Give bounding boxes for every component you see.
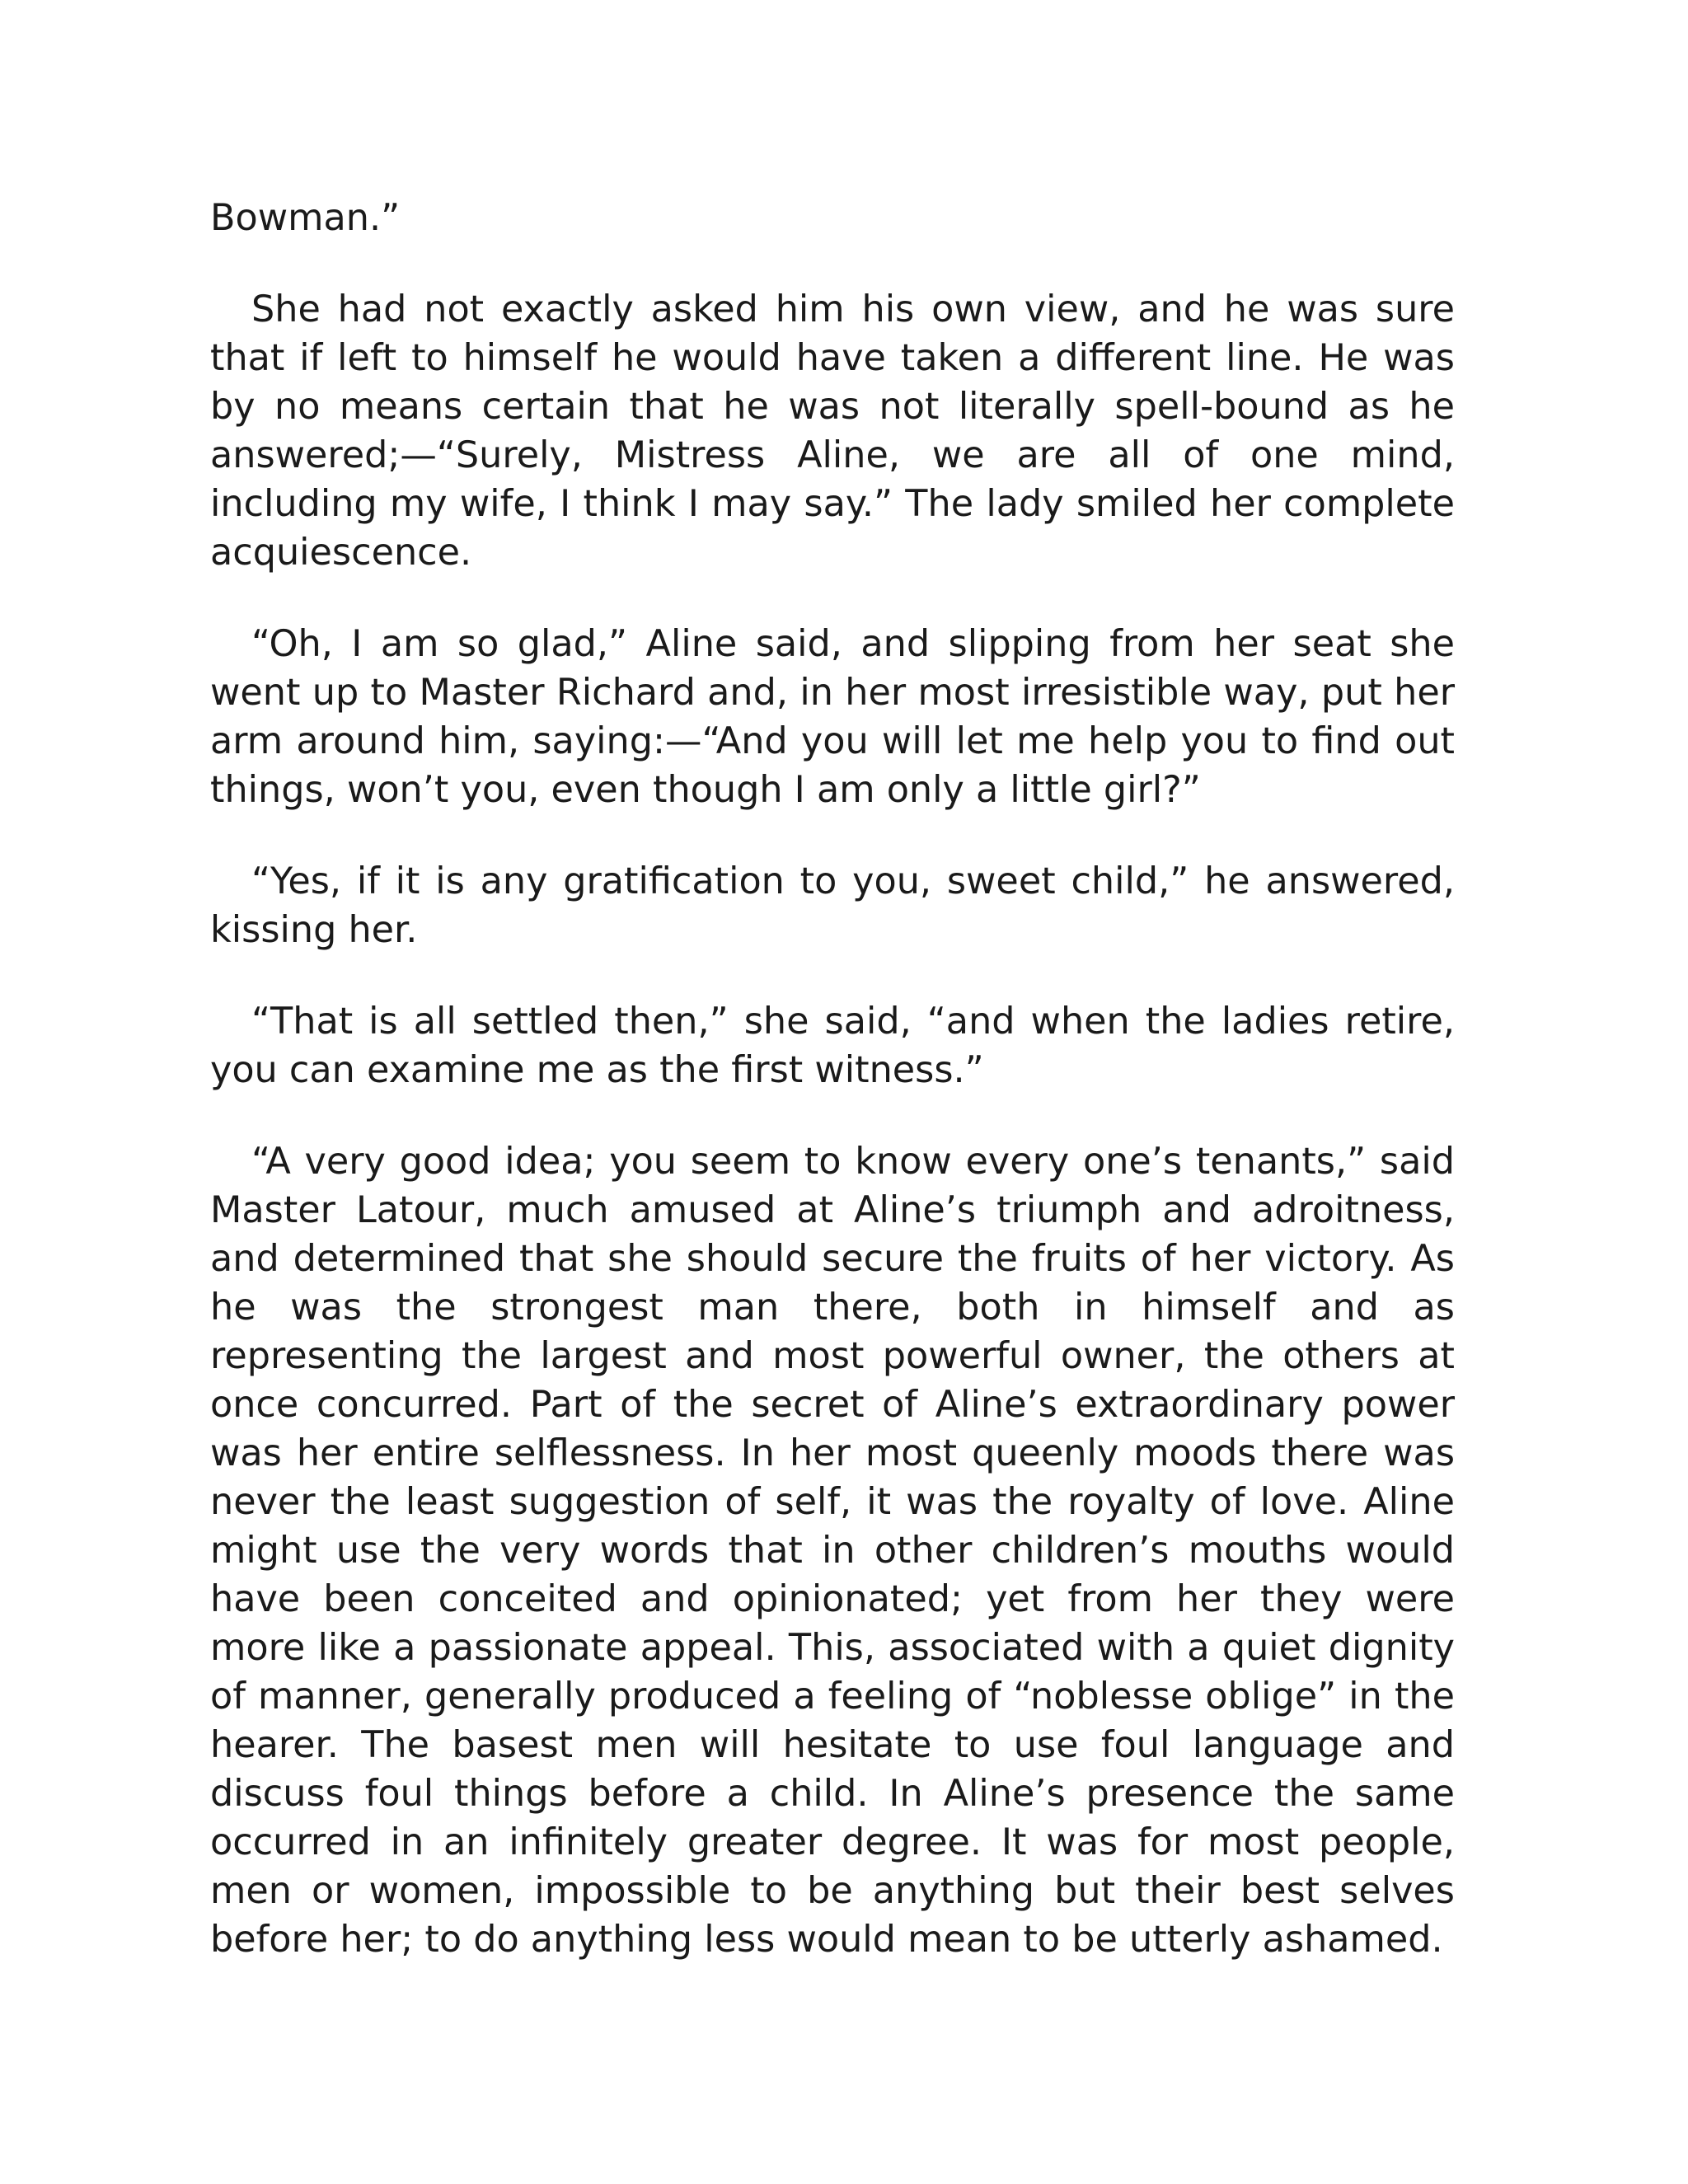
paragraph: “A very good idea; you seem to know every one’s tenants,” said Master Latour, much amused at Aline’s triumph and adroitness, and determined that she should secure the fruits of her victory. As he was the strongest man there, both in himself and as representing the largest and most powerful owner, the others at once concurred. Part of the secret of Aline’s extraordinary power was her entire selflessness. In her most queenly moods there was never the least suggestion of self, it was the royalty of love. Aline might use the very words that in other children’s mouths would have been conceited and opinionated; yet from her they were more like a passionate appeal. This, associated with a quiet dignity of manner, generally produced a feeling of “noblesse oblige” in the hearer. The basest men will hesitate to use foul language and discuss foul things before a child. In Aline’s presence the same occurred in an infinitely greater degree. It was for most people, men or women, impossible to be anything but their best selves before her; to do anything less would mean to be utterly ashamed.: [210, 1141, 1455, 1961]
paragraph: “That is all settled then,” she said, “and when the ladies retire, you can examine me as the first witness.”: [210, 1001, 1455, 1091]
paragraph: She had not exactly asked him his own view, and he was sure that if left to himself he would have taken a different line. He was by no means certain that he was not literally spell-bound as he answered;—“Surely, Mistress Aline, we are all of one mind, including my wife, I think I may say.” The lady smiled her complete acquiescence.: [210, 288, 1455, 574]
paragraph: “Yes, if it is any gratification to you, sweet child,” he answered, kissing her.: [210, 860, 1455, 951]
paragraph: “Oh, I am so glad,” Aline said, and slipping from her seat she went up to Master Richard and, in her most irresistible way, put her arm around him, saying:—“And you will let me help you to find out things, won’t you, even though I am only a little girl?”: [210, 623, 1455, 811]
paragraph-continuation: Bowman.”: [210, 197, 401, 239]
page-body-text: [210, 194, 1455, 2007]
